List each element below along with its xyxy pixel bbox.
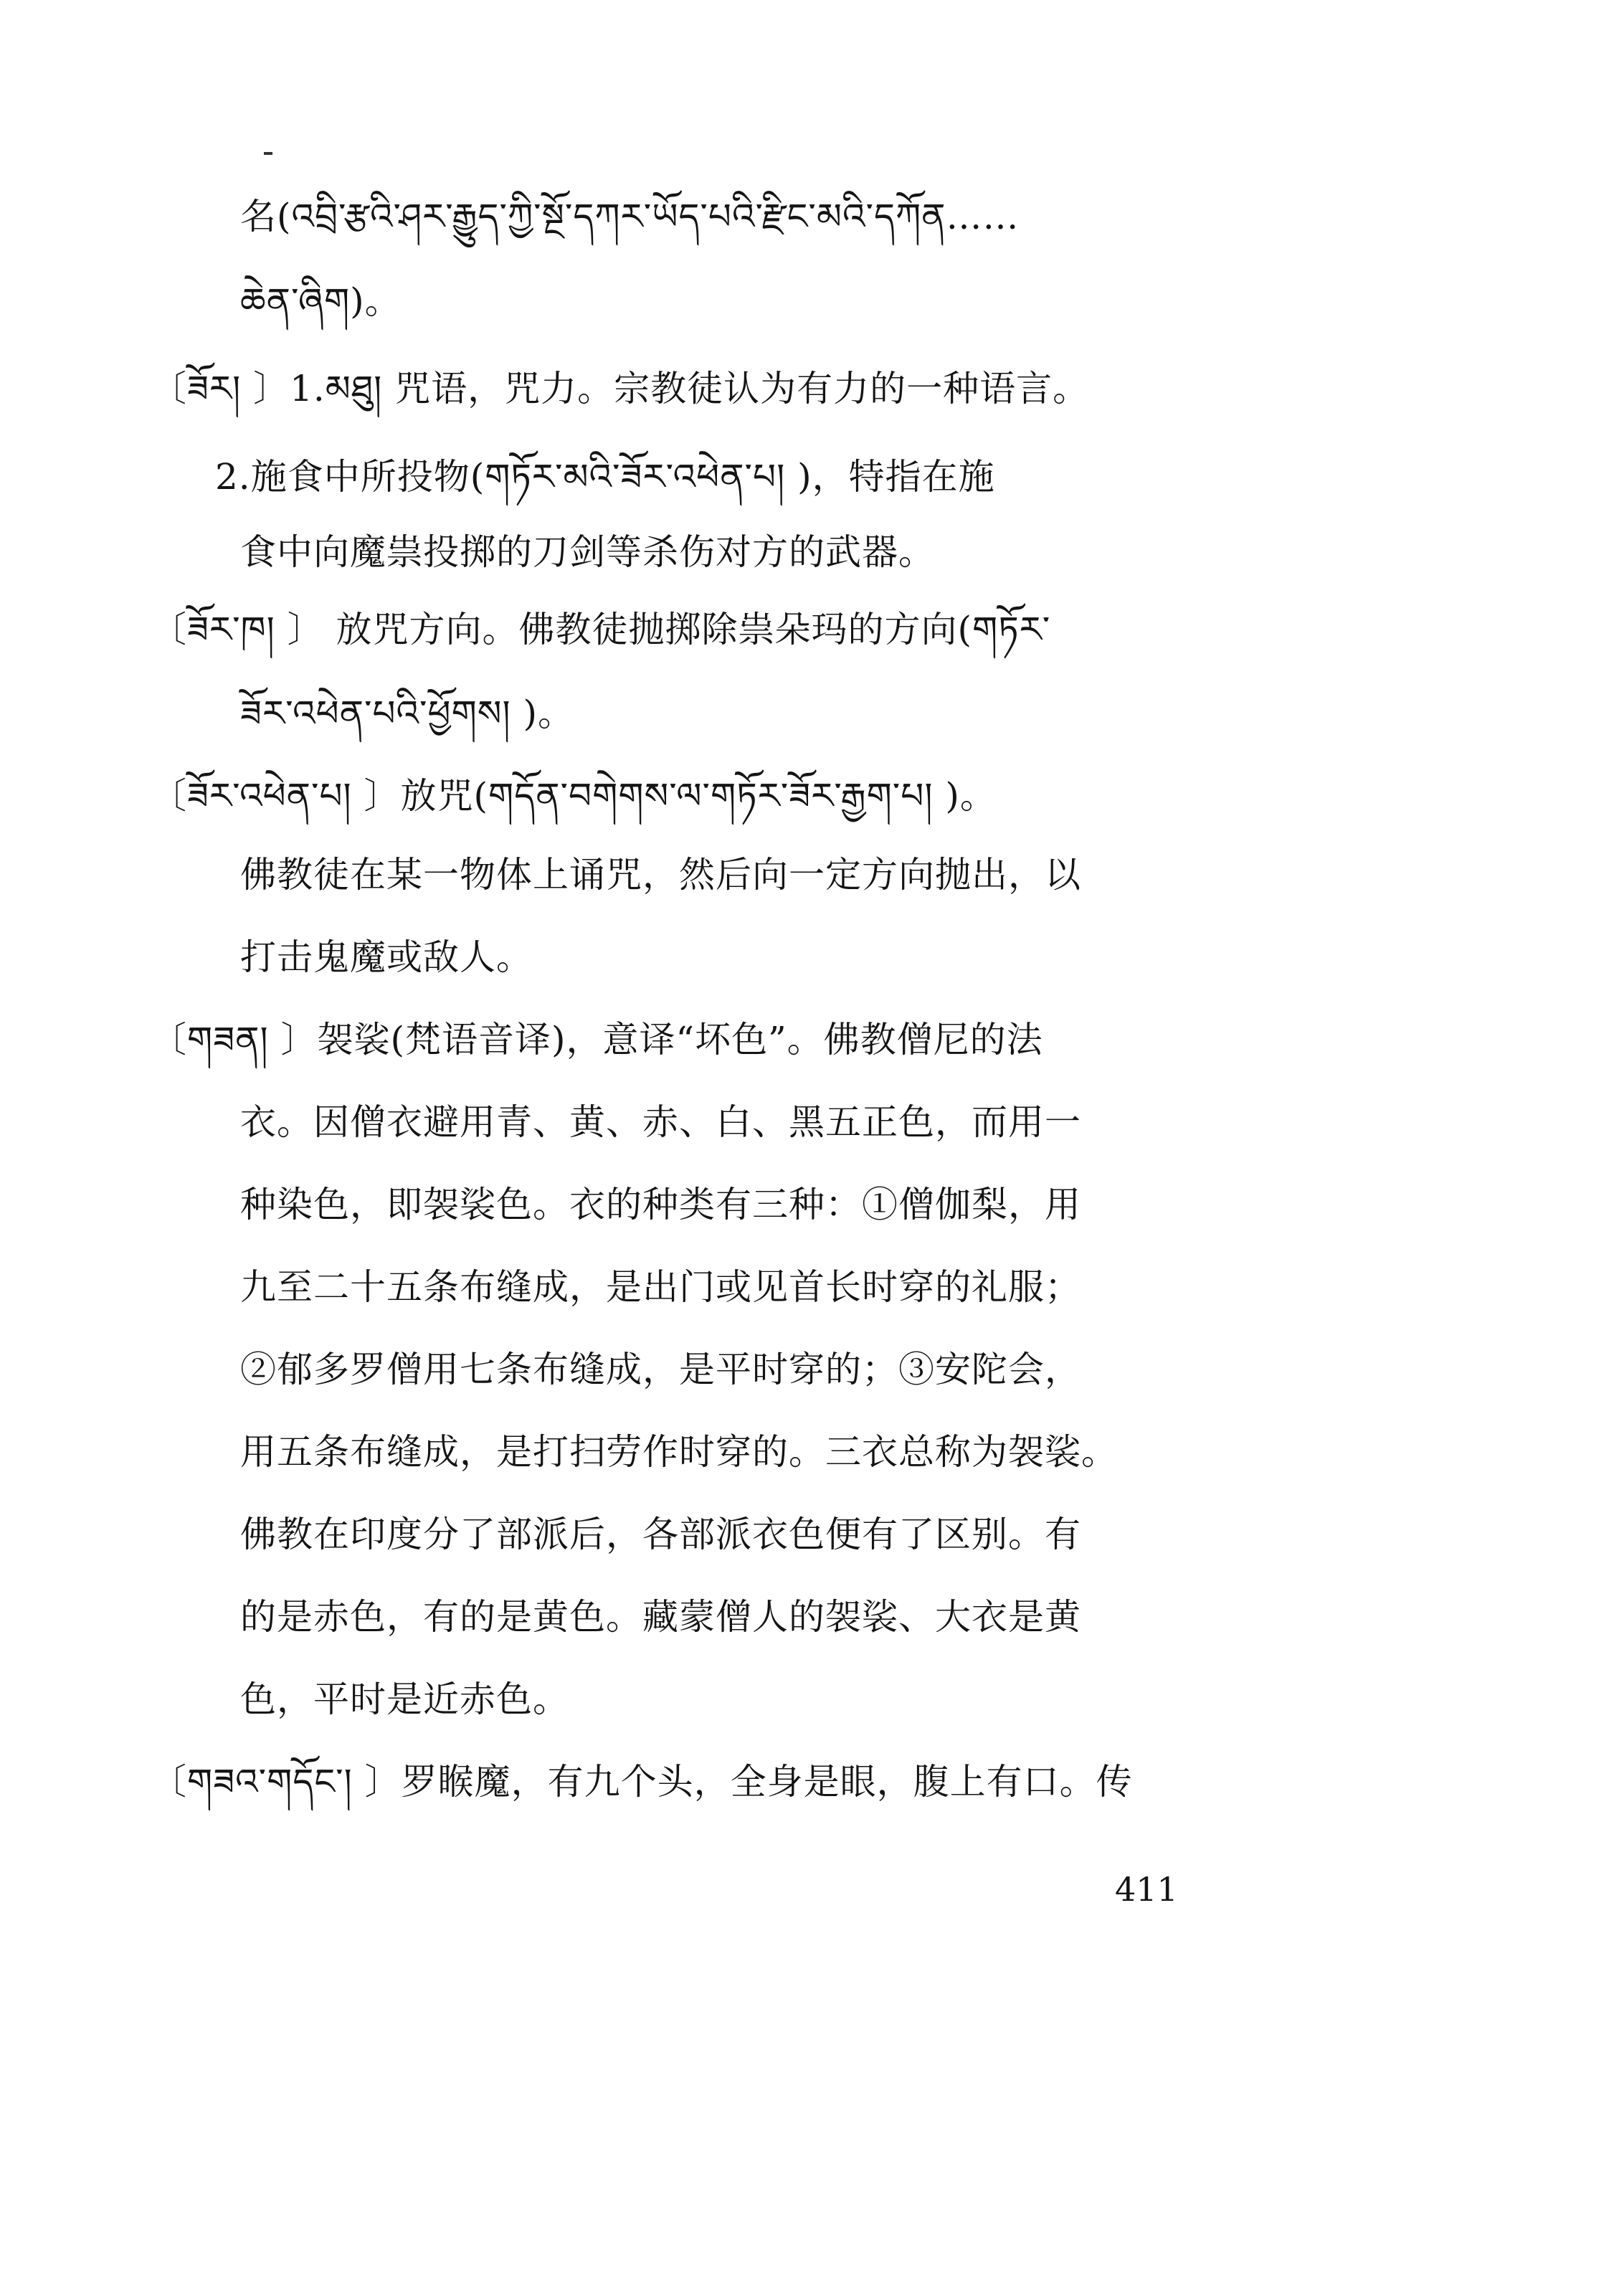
text-line: 九至二十五条布缝成，是出门或见首长时穿的礼服； [240, 1266, 1081, 1308]
text-line: 打击鬼魔或敌人。 [240, 936, 533, 978]
entry-line: 〔ཟོར་འཕེན་པ། 〕放咒(གདོན་བགེགས་ལ་གཏོར་ཟོར་རྒྱག་པ། )。 [151, 775, 997, 817]
text-line: 色，平时是近赤色。 [240, 1679, 569, 1720]
text-line: 佛教在印度分了部派后，各部派衣色便有了区别。有 [240, 1514, 1081, 1555]
text-line: ②郁多罗僧用七条布缝成，是平时穿的；③安陀会， [240, 1349, 1081, 1390]
text-line: 的是赤色，有的是黄色。藏蒙僧人的袈裟、大衣是黄 [240, 1596, 1081, 1638]
text-line: 衣。因僧衣避用青、黄、赤、白、黑五正色，而用一 [240, 1101, 1081, 1143]
page-number: 411 [1115, 1870, 1178, 1909]
text-line: 用五条布缝成，是打扫劳作时穿的。三衣总称为袈裟。 [240, 1431, 1118, 1473]
text-line: ཆེན་ཞིག)。 [240, 280, 402, 322]
text-line: 食中向魔祟投掷的刀剑等杀伤对方的武器。 [240, 531, 935, 573]
text-line: 种染色，即袈裟色。衣的种类有三种：①僧伽梨，用 [240, 1184, 1081, 1225]
text-line: 2.施食中所投物(གཏོར་མའི་ཟོར་འཕེན་པ། )，特指在施 [215, 456, 995, 498]
text-line: 名(འབྲི་རྩའི་ཤར་རྒྱུད་ཀྱི་སྔོ་དཀར་ཡོད་པའི་རྫིང་མའི་དཀོན…… [240, 196, 1020, 237]
entry-line: 〔གཟན། 〕袈裟(梵语音译)，意译“坏色”。佛教僧尼的法 [151, 1019, 1043, 1060]
text-line: ཟོར་འཕེན་པའི་ཕྱོགས། )。 [240, 693, 575, 734]
text-line: 佛教徒在某一物体上诵咒，然后向一定方向抛出，以 [240, 854, 1081, 896]
entry-line: 〔གཟའ་གདོང་། 〕罗睺魔，有九个头，全身是眼，腹上有口。传 [151, 1761, 1133, 1803]
entry-line: 〔ཟོར་ཁ། 〕 放咒方向。佛教徒抛掷除祟朵玛的方向(གཏོར་ [151, 609, 1051, 650]
entry-line: 〔ཟོར། 〕1.མཐུ། 咒语，咒力。宗教徒认为有力的一种语言。 [151, 368, 1090, 409]
print-mark [264, 152, 272, 155]
